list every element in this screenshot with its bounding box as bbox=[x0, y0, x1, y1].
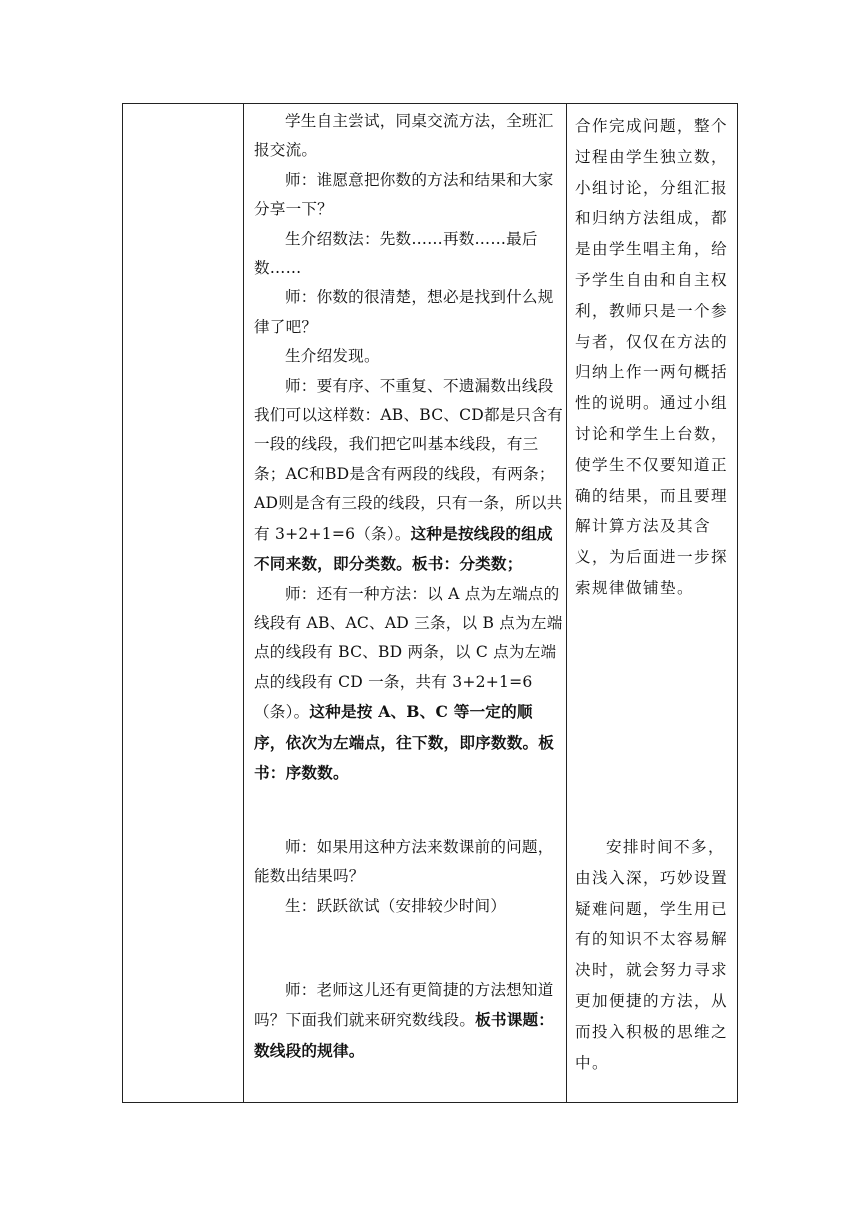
classify-text: 师：要有序、不重复、不遗漏数出线段我们可以这样数：AB、BC、CD都是只含有一段的线段，我们把它叫基本线段，有三条；AC和BD是含有两段的线段，有两条；AD则是含有三段的线段，只有一条，所以共有 3+2+1=6（条）。 bbox=[254, 376, 563, 543]
design-note-cooperation: 合作完成问题，整个过程由学生独立数，小组讨论，分组汇报和归纳方法组成，都是由学生唱主角，给予学生自由和自主权利，教师只是一个参与者，仅仅在方法的归纳上作一两句概括性的说明。通过小组讨论和学生上台数，使学生不仅要知道正确的结果，而且要理解计算方法及其含义，为后面进一步探索规律做铺垫。 bbox=[575, 117, 728, 597]
paragraph-student-discovery: 生介绍发现。 bbox=[285, 347, 380, 366]
order-text: 师：还有一种方法：以 A 点为左端点的线段有 AB、AC、AD 三条，以 B 点为左端点的线段有 BC、BD 两条，以 C 点为左端点的线段有 CD 一条，共有 3+2+1=6（条）。 bbox=[254, 584, 563, 722]
paragraph-order-counting bbox=[254, 580, 564, 789]
paragraph-student-method: 生介绍数法：先数……再数……最后数…… bbox=[254, 229, 538, 278]
paragraph-teacher-question: 师：如果用这种方法来数课前的问题，能数出结果吗？ bbox=[254, 838, 554, 886]
column-divider-left bbox=[243, 104, 244, 1102]
design-note-time: 安排时间不多，由浅入深，巧妙设置疑难问题，学生用已有的知识不太容易解决时，就会努力寻求更加便捷的方法，从而投入积极的思维之中。 bbox=[575, 838, 728, 1072]
classify-board-note: 这种是按线段的组成不同来数，即分类数。板书：分类数； bbox=[254, 523, 553, 574]
paragraph-teacher-share: 师：谁愿意把你数的方法和结果和大家分享一下？ bbox=[254, 170, 554, 219]
paragraph-student-attempt: 生：跃跃欲试（安排较少时间） bbox=[285, 896, 507, 915]
lesson-title-board-note: 板书课题：数线段的规律。 bbox=[254, 1010, 555, 1060]
paragraph-student-try: 学生自主尝试，同桌交流方法，全班汇报交流。 bbox=[254, 112, 554, 160]
lesson-table bbox=[122, 103, 738, 1103]
paragraph-teacher-rule: 师：你数的很清楚，想必是找到什么规律了吧？ bbox=[254, 288, 554, 336]
column-divider-right bbox=[566, 104, 567, 1102]
order-board-note: 这种是按 A、B、C 等一定的顺序，依次为左端点，往下数，即序数数。板书：序数数。 bbox=[254, 702, 555, 782]
teaching-process-column bbox=[254, 104, 564, 1060]
intro-text: 师：老师这儿还有更简捷的方法想知道吗？下面我们就来研究数线段。 bbox=[254, 981, 554, 1030]
paragraph-classify-counting bbox=[254, 372, 564, 580]
paragraph-teacher-intro bbox=[254, 976, 564, 1066]
design-intent-column bbox=[575, 104, 735, 1072]
